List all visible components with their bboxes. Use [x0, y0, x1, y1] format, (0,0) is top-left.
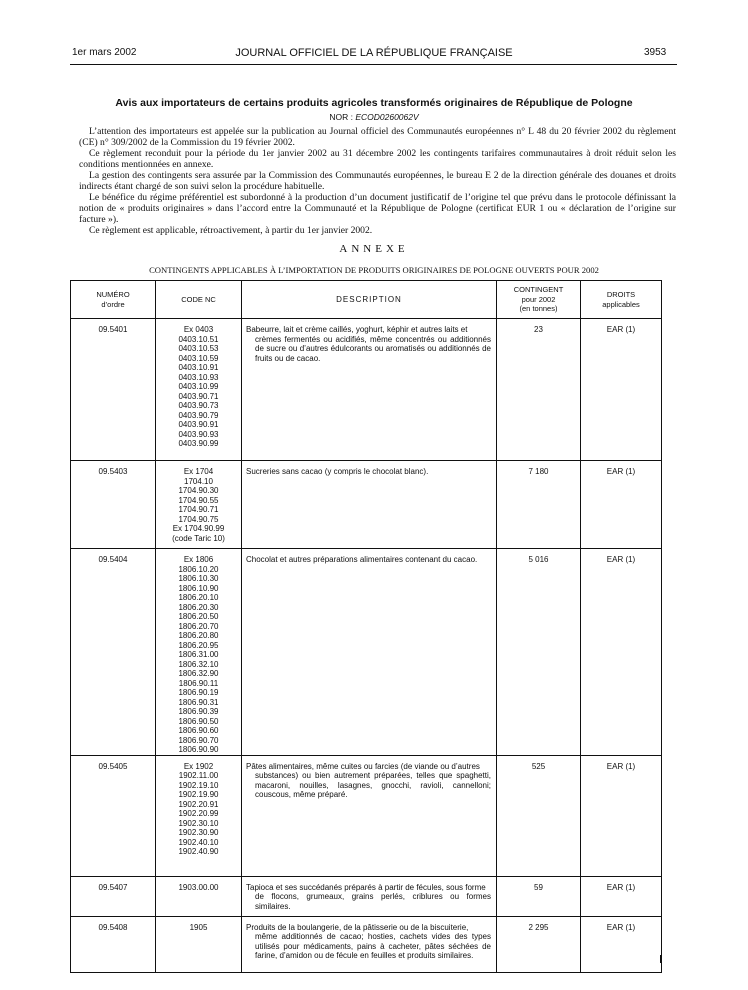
- header-contingent-line2: pour 2002: [521, 294, 556, 304]
- nc-code: 1806.32.90: [178, 669, 219, 678]
- nor-reference: [0, 112, 748, 122]
- order-number: 09.5405: [71, 755, 156, 876]
- nc-code: Ex 1704.90.99: [172, 524, 225, 533]
- nc-codes: [156, 319, 242, 461]
- nc-code: 1806.20.70: [178, 621, 219, 631]
- paragraph: Le bénéfice du régime préférentiel est subordonné à la production d’un document justificatif de l’origine tel que prévu dans le protocole définissant la notion de « produits originaires » dans l’accord entre la Communauté et la République de Pologne (certificat EUR 1 ou « déclaration de l’origine sur facture »).: [79, 192, 676, 225]
- header-numero-line1: NUMÉRO: [96, 290, 130, 299]
- nc-code: 1806.90.70: [178, 735, 219, 745]
- nc-code: 1902.19.10: [178, 780, 219, 790]
- nc-code: 1806.31.00: [178, 650, 219, 659]
- nc-code: Ex 1806: [183, 555, 214, 564]
- nc-code: Ex 1902: [183, 761, 214, 771]
- nc-code: 1704.90.75: [178, 514, 219, 524]
- table-row: [71, 916, 662, 972]
- nc-code: 1806.90.60: [178, 726, 219, 735]
- page-number: 3953: [644, 47, 667, 58]
- nc-code: 1902.30.10: [178, 818, 219, 828]
- nc-code: 1806.90.90: [178, 745, 219, 754]
- nc-code: 1902.20.99: [178, 809, 219, 818]
- header-code-nc: CODE NC: [156, 281, 242, 319]
- description-continuation: crèmes fermentés ou acidifiés, même concentrés ou additionnés de sucre ou d’autres édulcorants ou aromatisés ou additionnés de fruits ou de cacao.: [255, 334, 491, 363]
- header-droits-line1: DROITS: [606, 290, 636, 299]
- nc-code: 0403.10.53: [178, 344, 219, 353]
- nc-code: Ex 0403: [183, 325, 214, 334]
- nor-value: ECOD0260062V: [355, 112, 419, 122]
- nc-code: 1806.90.19: [178, 688, 219, 697]
- paragraph: Ce règlement reconduit pour la période du 1er janvier 2002 au 31 décembre 2002 les contingents tarifaires communautaires à droit réduit selon les conditions mentionnées en annexe.: [79, 148, 676, 170]
- header-date: 1er mars 2002: [72, 47, 137, 58]
- order-number: 09.5403: [71, 461, 156, 549]
- nc-code: 1806.20.30: [178, 602, 219, 612]
- paragraph: La gestion des contingents sera assurée par la Commission des Communautés européennes, le bureau E 2 de la direction générale des douanes et droits indirects étant chargé de son suivi selon la procédure habituelle.: [79, 170, 676, 192]
- nc-code: 0403.10.59: [178, 353, 219, 363]
- nc-code: 1806.90.50: [178, 716, 219, 726]
- header-contingent: [497, 281, 581, 319]
- paragraph: L’attention des importateurs est appelée sur la publication au Journal officiel des Communautés européennes n° L 48 du 20 février 2002 du règlement (CE) n° 309/2002 de la Commission du 19 février 2002.: [79, 126, 676, 148]
- nc-code: 0403.90.93: [178, 429, 219, 439]
- description-first-line: Produits de la boulangerie, de la pâtisserie ou de la biscuiterie,: [246, 922, 469, 932]
- nc-codes: [156, 461, 242, 549]
- nc-code: (code Taric 10): [172, 533, 225, 543]
- description-first-line: Chocolat et autres préparations alimentaires contenant du cacao.: [246, 555, 478, 564]
- nc-code: 1806.32.10: [178, 659, 219, 669]
- description-continuation: substances) ou bien autrement préparées, telles que spaghetti, macaroni, nouilles, lasagnes, gnocchi, ravioli, cannelloni; couscous, même préparé.: [255, 771, 491, 799]
- description-continuation: de flocons, grumeaux, grains perlés, criblures ou formes similaires.: [255, 892, 491, 911]
- nc-code: 1902.40.10: [178, 837, 219, 847]
- nc-code: 1806.90.31: [178, 697, 219, 707]
- quota-tonnes: 59: [497, 876, 581, 916]
- nc-code: 0403.90.79: [178, 410, 219, 420]
- applicable-duty: EAR (1): [581, 549, 662, 756]
- table-row: [71, 461, 662, 549]
- quota-tonnes: 7 180: [497, 461, 581, 549]
- applicable-duty: EAR (1): [581, 876, 662, 916]
- table-row: [71, 876, 662, 916]
- nc-code: 0403.10.93: [178, 372, 219, 382]
- header-droits-line2: applicables: [602, 299, 640, 309]
- nc-code: 1806.10.90: [178, 583, 219, 593]
- nc-code: 0403.90.71: [178, 391, 219, 401]
- order-number: 09.5404: [71, 549, 156, 756]
- applicable-duty: EAR (1): [581, 755, 662, 876]
- table-border-continuation: [580, 955, 581, 963]
- header-rule: [70, 64, 677, 65]
- nc-code: 0403.10.99: [178, 382, 219, 391]
- product-description: [242, 916, 497, 972]
- nc-code: 1806.20.50: [178, 612, 219, 621]
- nc-code: 1704.10: [184, 476, 213, 486]
- description-first-line: Tapioca et ses succédanés préparés à partir de fécules, sous forme: [246, 882, 486, 892]
- table-border-continuation: [155, 955, 156, 963]
- nc-code: 1704.90.30: [178, 486, 219, 495]
- product-description: [242, 461, 497, 549]
- nc-code: 1806.20.10: [178, 593, 219, 602]
- nc-codes: [156, 755, 242, 876]
- nc-codes: [156, 916, 242, 972]
- product-description: [242, 549, 497, 756]
- nc-code: 0403.10.91: [178, 363, 219, 372]
- order-number: 09.5408: [71, 916, 156, 972]
- header-contingent-line3: (en tonnes): [519, 304, 558, 314]
- quota-tonnes: 2 295: [497, 916, 581, 972]
- header-description: DESCRIPTION: [242, 281, 497, 319]
- quota-tonnes: 525: [497, 755, 581, 876]
- quota-tonnes: 23: [497, 319, 581, 461]
- nc-code: 0403.90.73: [178, 401, 219, 410]
- nc-code: Ex 1704: [183, 467, 214, 476]
- description-continuation: même additionnés de cacao; hosties, cachets vides des types utilisés pour médicaments, pains à cacheter, pâtes séchées de farine, d’amidon ou de fécule en feuilles et produits similaires.: [255, 932, 491, 960]
- header-droits: [581, 281, 662, 319]
- nc-code: 1704.90.71: [178, 505, 219, 514]
- paragraph: Ce règlement est applicable, rétroactivement, à partir du 1er janvier 2002.: [89, 225, 373, 236]
- applicable-duty: EAR (1): [581, 319, 662, 461]
- table-row: [71, 319, 662, 461]
- table-border-continuation: [241, 955, 242, 963]
- journal-title: JOURNAL OFFICIEL DE LA RÉPUBLIQUE FRANÇAISE: [235, 47, 513, 59]
- table-border-continuation: [496, 955, 497, 963]
- nc-codes: [156, 549, 242, 756]
- header-contingent-line1: CONTINGENT: [513, 285, 564, 295]
- applicable-duty: EAR (1): [581, 461, 662, 549]
- table-border-continuation: [660, 955, 661, 963]
- nc-code: 1704.90.55: [178, 495, 219, 505]
- nc-code: 0403.10.51: [178, 334, 219, 344]
- header-numero-line2: d’ordre: [101, 299, 125, 309]
- nor-label: NOR :: [329, 112, 353, 122]
- table-header-row: [71, 281, 662, 319]
- nc-code: 1806.90.11: [178, 678, 219, 688]
- description-first-line: Babeurre, lait et crème caillés, yoghurt, képhir et autres laits et: [246, 325, 468, 334]
- nc-code: 1902.19.90: [178, 790, 219, 799]
- nc-code: 1806.10.30: [178, 574, 219, 583]
- nc-code: 1806.20.80: [178, 631, 219, 640]
- annexe-heading: ANNEXE: [339, 243, 409, 255]
- nc-code: 1905: [189, 922, 208, 932]
- quota-table: [70, 280, 662, 973]
- nc-code: 1903.00.00: [178, 882, 219, 892]
- order-number: 09.5401: [71, 319, 156, 461]
- table-row: [71, 755, 662, 876]
- nc-code: 1902.30.90: [178, 828, 219, 837]
- product-description: [242, 755, 497, 876]
- notice-body: [79, 126, 676, 236]
- applicable-duty: EAR (1): [581, 916, 662, 972]
- nc-code: 1902.11.00: [178, 771, 219, 780]
- nc-codes: [156, 876, 242, 916]
- nc-code: 1806.90.39: [178, 707, 219, 716]
- table-title: CONTINGENTS APPLICABLES À L’IMPORTATION DE PRODUITS ORIGINAIRES DE POLOGNE OUVERTS POUR 2002: [149, 265, 599, 275]
- product-description: [242, 319, 497, 461]
- nc-code: 0403.90.91: [178, 420, 219, 429]
- table-border-continuation: [70, 955, 71, 963]
- nc-code: 1902.20.91: [178, 799, 219, 809]
- notice-title: Avis aux importateurs de certains produits agricoles transformés originaires de République de Pologne: [115, 97, 633, 109]
- header-numero: [71, 281, 156, 319]
- nc-code: 1806.10.20: [178, 564, 219, 574]
- product-description: [242, 876, 497, 916]
- nc-code: 1806.20.95: [178, 640, 219, 650]
- description-first-line: Pâtes alimentaires, même cuites ou farcies (de viande ou d’autres: [246, 761, 480, 771]
- order-number: 09.5407: [71, 876, 156, 916]
- table-row: [71, 549, 662, 756]
- description-first-line: Sucreries sans cacao (y compris le chocolat blanc).: [246, 467, 429, 476]
- nc-code: 0403.90.99: [178, 439, 219, 448]
- quota-tonnes: 5 016: [497, 549, 581, 756]
- nc-code: 1902.40.90: [178, 847, 219, 856]
